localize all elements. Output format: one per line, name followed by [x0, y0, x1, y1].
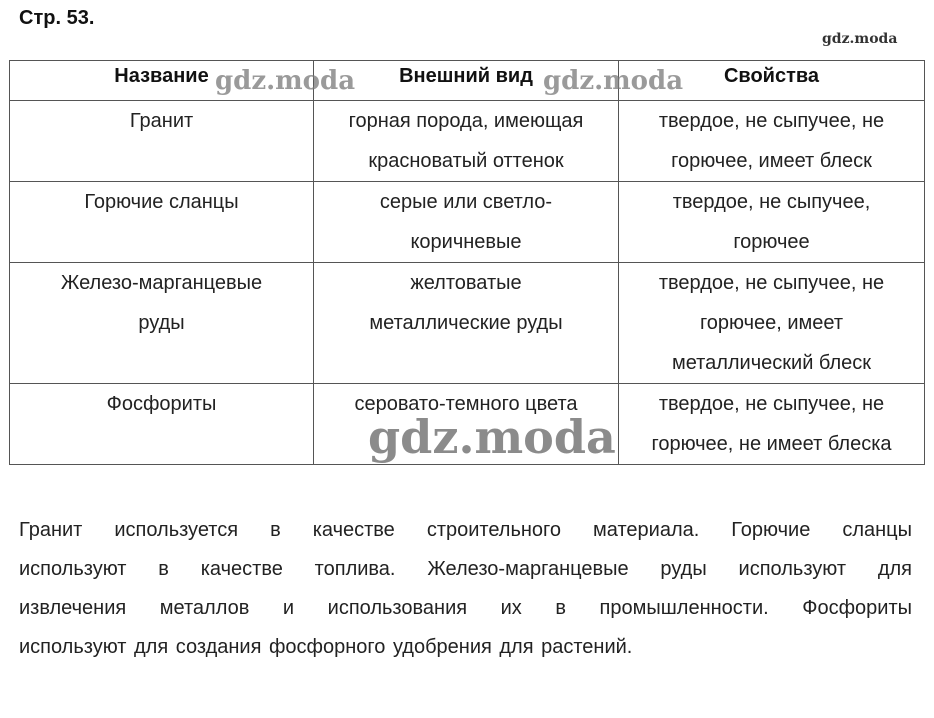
cell-text: Гранит [129, 110, 194, 132]
table-row [10, 384, 925, 465]
cell-text: желтоватые [410, 272, 522, 294]
cell-text: твердое, не сыпучее, [672, 191, 871, 213]
paragraph-line: извлечения металлов и использования их в промышленности. Фосфориты [19, 597, 912, 619]
table-row [10, 263, 925, 384]
cell-appearance [314, 384, 619, 465]
cell-appearance [314, 263, 619, 384]
cell-text: горючее, имеет [699, 312, 844, 334]
cell-text: твердое, не сыпучее, не [658, 393, 885, 415]
cell-text: твердое, не сыпучее, не [658, 110, 885, 132]
cell-text: Фосфориты [106, 393, 217, 415]
paragraph-line: Гранит используется в качестве строительного материала. Горючие сланцы [19, 519, 912, 541]
cell-text: Горючие сланцы [84, 191, 239, 213]
cell-name [10, 263, 314, 384]
cell-text: металлический блеск [671, 352, 872, 374]
cell-properties [619, 384, 925, 465]
cell-text: серые или светло- [379, 191, 553, 213]
page-label: Стр. 53. [19, 7, 95, 29]
cell-text: горючее, не имеет блеска [651, 433, 892, 455]
table-row [10, 101, 925, 182]
cell-properties [619, 263, 925, 384]
cell-text: металлические руды [369, 312, 563, 334]
column-header-name: Название [10, 61, 314, 101]
cell-text: горная порода, имеющая [348, 110, 584, 132]
cell-text: красноватый оттенок [368, 150, 564, 172]
cell-properties [619, 182, 925, 263]
cell-name [10, 101, 314, 182]
cell-properties [619, 101, 925, 182]
paragraph-line: используют для создания фосфорного удобрения для растений. [19, 636, 633, 658]
table-row [10, 182, 925, 263]
cell-text: горючее, имеет блеск [671, 150, 872, 172]
cell-text: горючее [733, 231, 810, 253]
column-header-appearance: Внешний вид [314, 61, 619, 101]
cell-name [10, 384, 314, 465]
cell-text: твердое, не сыпучее, не [658, 272, 885, 294]
minerals-table [9, 60, 925, 465]
watermark-header-1: gdz.moda [215, 66, 356, 96]
paragraph-line: используют в качестве топлива. Железо-марганцевые руды используют для [19, 558, 912, 580]
cell-text: коричневые [410, 231, 522, 253]
watermark-top-right: gdz.moda [822, 31, 898, 47]
table-header-row [10, 61, 925, 101]
watermark-header-2: gdz.moda [543, 66, 684, 96]
cell-text: Железо-марганцевые [60, 272, 263, 294]
explanation-paragraph [19, 511, 912, 667]
watermark-body: gdz.moda [368, 410, 616, 464]
cell-appearance [314, 182, 619, 263]
cell-name [10, 182, 314, 263]
cell-appearance [314, 101, 619, 182]
cell-text: серовато-темного цвета [354, 393, 578, 415]
cell-text: руды [138, 312, 185, 334]
column-header-properties: Свойства [619, 61, 925, 101]
